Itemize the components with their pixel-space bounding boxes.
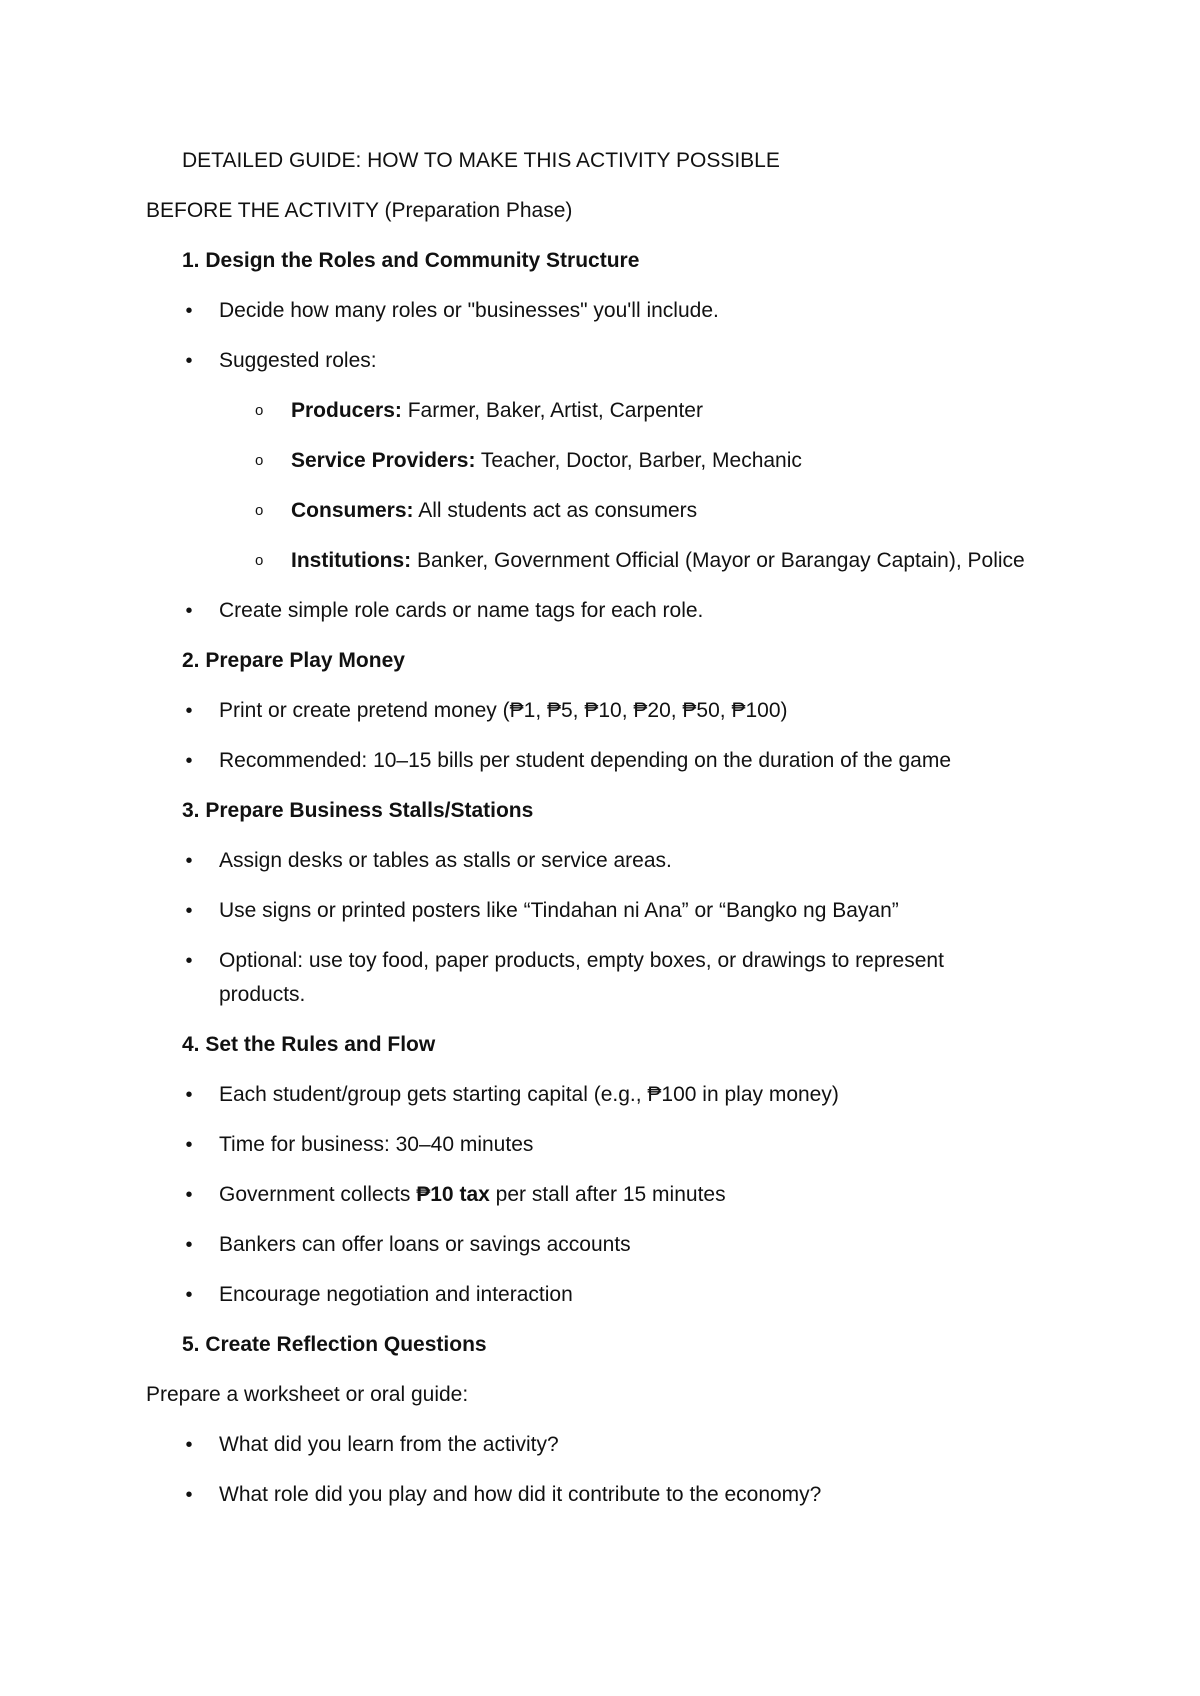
- list-item: Suggested roles:: [219, 349, 377, 372]
- section-3-heading: 3. Prepare Business Stalls/Stations: [182, 799, 534, 822]
- section-4-heading: 4. Set the Rules and Flow: [182, 1033, 436, 1056]
- list-item: What role did you play and how did it contribute to the economy?: [219, 1483, 822, 1506]
- list-item: Each student/group gets starting capital (e.g., ₱100 in play money): [219, 1083, 839, 1106]
- role-item-producers: [291, 398, 703, 424]
- role-item-service-providers: [291, 448, 802, 474]
- role-label: Consumers:: [291, 499, 414, 522]
- list-item: Time for business: 30–40 minutes: [219, 1133, 534, 1156]
- role-label: Service Providers:: [291, 449, 476, 472]
- bullet-icon: •: [185, 850, 193, 872]
- list-item: What did you learn from the activity?: [219, 1433, 559, 1456]
- bullet-icon: •: [185, 1234, 193, 1256]
- role-label: Producers:: [291, 399, 402, 422]
- role-item-consumers: [291, 498, 697, 524]
- list-item: Create simple role cards or name tags for each role.: [219, 599, 704, 622]
- bullet-icon: •: [185, 700, 193, 722]
- section-2-heading: 2. Prepare Play Money: [182, 649, 405, 672]
- sub-bullet-icon: o: [255, 502, 264, 519]
- list-item: Assign desks or tables as stalls or service areas.: [219, 849, 672, 872]
- bullet-icon: •: [185, 350, 193, 372]
- phase-heading: BEFORE THE ACTIVITY (Preparation Phase): [146, 199, 573, 222]
- list-item: Use signs or printed posters like “Tindahan ni Ana” or “Bangko ng Bayan”: [219, 899, 899, 922]
- role-item-institutions: [291, 548, 1025, 574]
- list-item: Optional: use toy food, paper products, empty boxes, or drawings to represent: [219, 949, 944, 972]
- section-5-heading: 5. Create Reflection Questions: [182, 1333, 487, 1356]
- role-text: Banker, Government Official (Mayor or Barangay Captain), Police: [411, 549, 1025, 572]
- bullet-icon: •: [185, 1484, 193, 1506]
- bullet-icon: •: [185, 600, 193, 622]
- sub-bullet-icon: o: [255, 452, 264, 469]
- list-item: Decide how many roles or "businesses" you'll include.: [219, 299, 719, 322]
- tax-text-pre: Government collects: [219, 1183, 417, 1206]
- role-text: Teacher, Doctor, Barber, Mechanic: [475, 449, 802, 472]
- role-text: All students act as consumers: [413, 499, 698, 522]
- list-item: Bankers can offer loans or savings accounts: [219, 1233, 631, 1256]
- bullet-icon: •: [185, 1284, 193, 1306]
- bullet-icon: •: [185, 1434, 193, 1456]
- bullet-icon: •: [185, 1134, 193, 1156]
- list-item: Print or create pretend money (₱1, ₱5, ₱10, ₱20, ₱50, ₱100): [219, 699, 788, 722]
- section-1-heading: 1. Design the Roles and Community Structure: [182, 249, 640, 272]
- bullet-icon: •: [185, 900, 193, 922]
- sub-bullet-icon: o: [255, 552, 264, 569]
- sub-bullet-icon: o: [255, 402, 264, 419]
- tax-amount: ₱10 tax: [416, 1183, 490, 1206]
- role-text: Farmer, Baker, Artist, Carpenter: [401, 399, 703, 422]
- bullet-icon: •: [185, 1184, 193, 1206]
- bullet-icon: •: [185, 300, 193, 322]
- list-item: Recommended: 10–15 bills per student depending on the duration of the game: [219, 749, 952, 772]
- page-title: DETAILED GUIDE: HOW TO MAKE THIS ACTIVITY POSSIBLE: [182, 149, 780, 172]
- bullet-icon: •: [185, 1084, 193, 1106]
- tax-text-post: per stall after 15 minutes: [489, 1183, 726, 1206]
- list-item: Encourage negotiation and interaction: [219, 1283, 573, 1306]
- list-item-continuation: products.: [219, 983, 306, 1006]
- reflection-intro: Prepare a worksheet or oral guide:: [146, 1383, 469, 1406]
- bullet-icon: •: [185, 950, 193, 972]
- bullet-icon: •: [185, 750, 193, 772]
- list-item-tax: [219, 1182, 726, 1208]
- role-label: Institutions:: [291, 549, 412, 572]
